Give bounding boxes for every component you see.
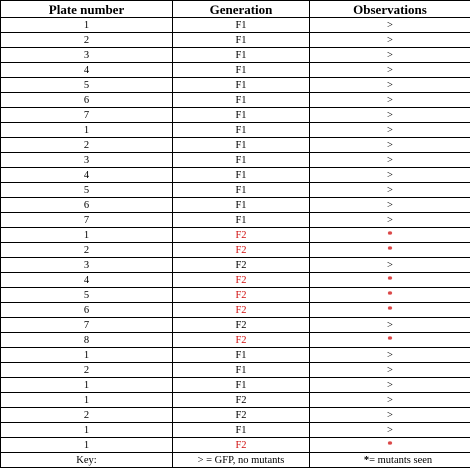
observation-cell: >	[310, 423, 470, 438]
plate-number-cell: 1	[1, 438, 173, 453]
table-row	[1, 18, 470, 33]
plate-number-cell: 1	[1, 18, 173, 33]
header-plate-number: Plate number	[1, 1, 173, 18]
table-row	[1, 213, 470, 228]
observation-cell: >	[310, 78, 470, 93]
observation-cell: >	[310, 153, 470, 168]
generation-cell: F1	[173, 93, 310, 108]
generation-cell: F1	[173, 123, 310, 138]
header-row	[1, 1, 470, 18]
table-row	[1, 273, 470, 288]
plate-number-cell: 1	[1, 378, 173, 393]
table-row	[1, 228, 470, 243]
observation-cell: *	[310, 243, 470, 258]
generation-cell: F1	[173, 63, 310, 78]
plate-number-cell: 2	[1, 138, 173, 153]
generation-cell: F2	[173, 273, 310, 288]
plate-number-cell: 7	[1, 213, 173, 228]
plate-number-cell: 8	[1, 333, 173, 348]
generation-cell: F1	[173, 48, 310, 63]
observation-cell: >	[310, 18, 470, 33]
generation-cell: F1	[173, 33, 310, 48]
plate-number-cell: 1	[1, 228, 173, 243]
observation-cell: >	[310, 213, 470, 228]
plate-number-cell: 4	[1, 273, 173, 288]
observation-cell: *	[310, 273, 470, 288]
observation-cell: >	[310, 408, 470, 423]
generation-cell: F2	[173, 438, 310, 453]
table-row	[1, 138, 470, 153]
generation-cell: F1	[173, 138, 310, 153]
plate-number-cell: 1	[1, 393, 173, 408]
generation-cell: F2	[173, 258, 310, 273]
generation-cell: F2	[173, 228, 310, 243]
table-row	[1, 243, 470, 258]
plate-number-cell: 7	[1, 318, 173, 333]
header-observations: Observations	[310, 1, 470, 18]
generation-cell: F1	[173, 153, 310, 168]
table-row	[1, 258, 470, 273]
observation-cell: *	[310, 303, 470, 318]
plate-number-cell: 3	[1, 258, 173, 273]
observation-cell: >	[310, 93, 470, 108]
key-row	[1, 453, 470, 468]
observation-cell: >	[310, 168, 470, 183]
plate-number-cell: 1	[1, 423, 173, 438]
observation-cell: >	[310, 363, 470, 378]
table-row	[1, 153, 470, 168]
table-row	[1, 183, 470, 198]
plate-number-cell: 4	[1, 168, 173, 183]
generation-cell: F1	[173, 378, 310, 393]
plate-number-cell: 1	[1, 348, 173, 363]
observation-cell: >	[310, 123, 470, 138]
key-gfp-legend	[173, 453, 310, 468]
header-generation: Generation	[173, 1, 310, 18]
generation-cell: F2	[173, 318, 310, 333]
plate-number-cell: 2	[1, 363, 173, 378]
table-row	[1, 363, 470, 378]
key-gfp-symbol: >	[197, 454, 204, 466]
plate-number-cell: 7	[1, 108, 173, 123]
generation-cell: F2	[173, 393, 310, 408]
table-row	[1, 378, 470, 393]
plate-number-cell: 2	[1, 33, 173, 48]
table-row	[1, 168, 470, 183]
key-mutant-symbol: *	[363, 454, 370, 466]
observation-cell: *	[310, 333, 470, 348]
generation-cell: F1	[173, 423, 310, 438]
observation-cell: >	[310, 393, 470, 408]
generation-cell: F1	[173, 363, 310, 378]
plate-number-cell: 2	[1, 408, 173, 423]
generation-cell: F1	[173, 348, 310, 363]
observation-cell: >	[310, 198, 470, 213]
generation-cell: F2	[173, 408, 310, 423]
table-row	[1, 303, 470, 318]
table-row	[1, 108, 470, 123]
table-row	[1, 63, 470, 78]
plate-number-cell: 2	[1, 243, 173, 258]
table-row	[1, 48, 470, 63]
observation-cell: >	[310, 63, 470, 78]
plate-number-cell: 1	[1, 123, 173, 138]
plate-number-cell: 5	[1, 183, 173, 198]
observation-cell: >	[310, 258, 470, 273]
table-row	[1, 123, 470, 138]
key-mutant-text: = mutants seen	[369, 454, 433, 466]
plate-number-cell: 5	[1, 78, 173, 93]
table-row	[1, 288, 470, 303]
table-row	[1, 423, 470, 438]
observation-cell: *	[310, 438, 470, 453]
generation-cell: F2	[173, 303, 310, 318]
table-row	[1, 408, 470, 423]
generation-cell: F1	[173, 213, 310, 228]
table-row	[1, 78, 470, 93]
generation-cell: F1	[173, 183, 310, 198]
plate-number-cell: 3	[1, 48, 173, 63]
table-row	[1, 318, 470, 333]
table-body	[1, 18, 470, 453]
observation-cell: *	[310, 228, 470, 243]
generation-cell: F2	[173, 243, 310, 258]
generation-cell: F1	[173, 198, 310, 213]
key-label: Key:	[1, 453, 173, 468]
observation-cell: >	[310, 108, 470, 123]
table-row	[1, 393, 470, 408]
plate-number-cell: 4	[1, 63, 173, 78]
table-row	[1, 93, 470, 108]
plate-number-cell: 3	[1, 153, 173, 168]
generation-cell: F1	[173, 168, 310, 183]
table-row	[1, 198, 470, 213]
table-row	[1, 333, 470, 348]
generation-cell: F1	[173, 78, 310, 93]
observation-cell: *	[310, 288, 470, 303]
table-row	[1, 438, 470, 453]
observation-cell: >	[310, 318, 470, 333]
key-mutant-legend	[310, 453, 470, 468]
observation-cell: >	[310, 348, 470, 363]
observation-cell: >	[310, 138, 470, 153]
observation-cell: >	[310, 33, 470, 48]
plate-number-cell: 6	[1, 198, 173, 213]
generation-cell: F2	[173, 288, 310, 303]
table-row	[1, 33, 470, 48]
observation-cell: >	[310, 183, 470, 198]
plate-number-cell: 6	[1, 303, 173, 318]
generation-cell: F1	[173, 108, 310, 123]
plate-number-cell: 5	[1, 288, 173, 303]
table-row	[1, 348, 470, 363]
generation-cell: F2	[173, 333, 310, 348]
observation-cell: >	[310, 378, 470, 393]
plate-number-cell: 6	[1, 93, 173, 108]
key-gfp-text: = GFP, no mutants	[206, 454, 285, 466]
observation-cell: >	[310, 48, 470, 63]
generation-cell: F1	[173, 18, 310, 33]
